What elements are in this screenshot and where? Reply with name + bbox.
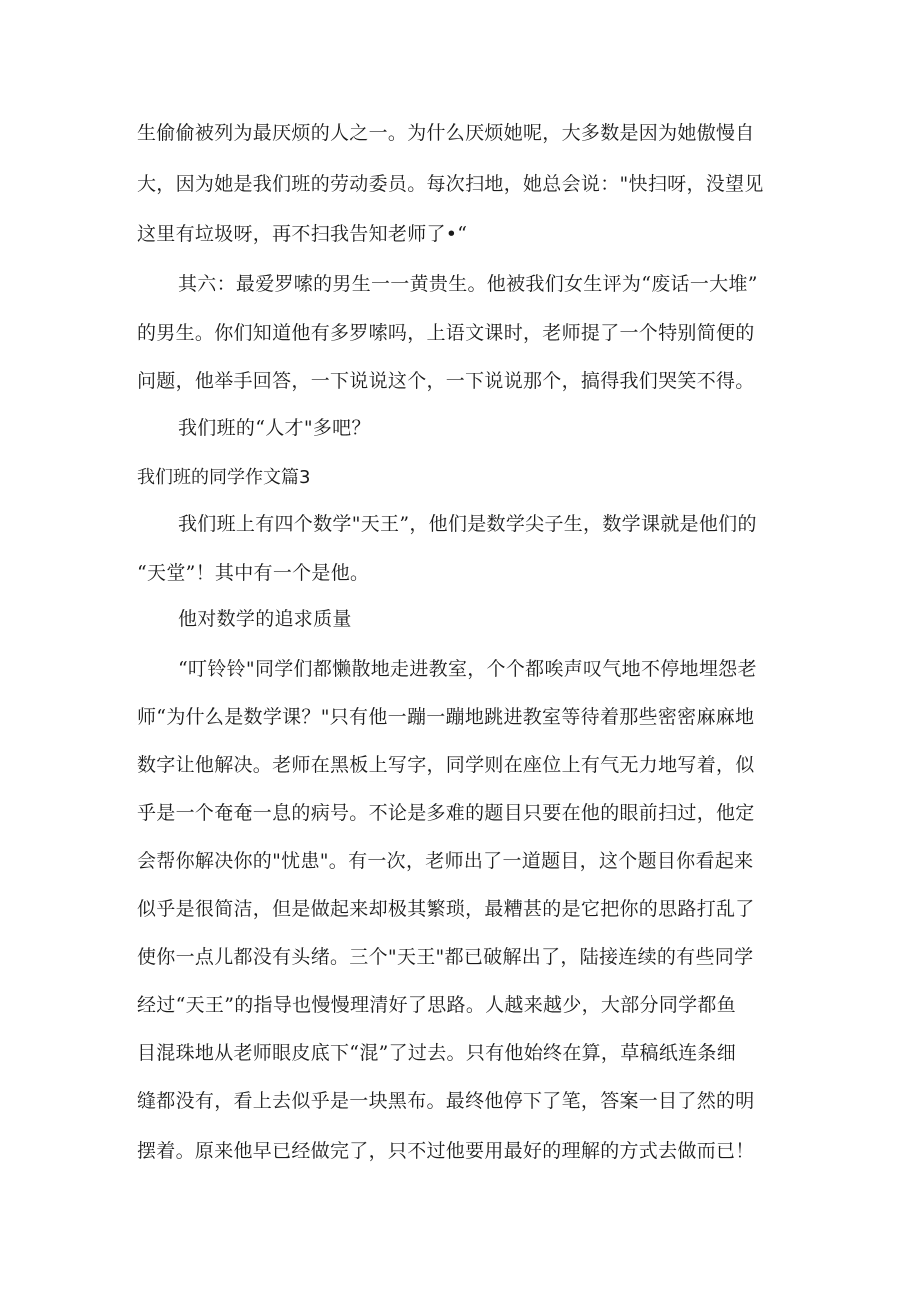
text-line: 目混珠地从老师眼皮底下“混”了过去。只有他始终在算，草稿纸连条细: [137, 1042, 737, 1064]
text-line: 会帮你解决你的"忧患"。有一次，老师出了一道题目，这个题目你看起来: [137, 850, 754, 872]
text-line: 师“为什么是数学课？"只有他一蹦一蹦地跳进教室等待着那些密密麻麻地: [137, 706, 755, 728]
text-line: 的男生。你们知道他有多罗嗦吗，上语文课时，老师提了一个特别简便的: [137, 322, 755, 344]
text-line: 经过“天王”的指导也慢慢理清好了思路。人越来越少，大部分同学都鱼: [137, 994, 737, 1016]
text-line: 这里有垃圾呀，再不扫我告知老师了•“: [137, 223, 468, 245]
text-line: 摆着。原来他早已经做完了，只不过他要用最好的理解的方式去做而已！: [137, 1140, 755, 1162]
text-line: 似乎是很简洁，但是做起来却极其繁琐，最糟甚的是它把你的思路打乱了: [137, 898, 755, 920]
text-line: 使你一点儿都没有头绪。三个"天王"都已破解出了，陆接连续的有些同学: [137, 946, 754, 968]
paragraph-start-line: 我们班的“人才"多吧？: [178, 417, 371, 439]
text-line: 缝都没有，看上去似乎是一块黑布。最终他停下了笔，答案一目了然的明: [137, 1090, 755, 1112]
paragraph-start-line: 其六：最爱罗嗦的男生一一黄贵生。他被我们女生评为“废话一大堆”: [178, 273, 758, 295]
text-line: 大，因为她是我们班的劳动委员。每次扫地，她总会说："快扫呀，没望见: [137, 173, 764, 195]
paragraph-start-line: 我们班上有四个数学"天王”，他们是数学尖子生，数学课就是他们的: [178, 513, 757, 535]
paragraph-start-line: 他对数学的追求质量: [178, 608, 352, 630]
paragraph-start-line: “叮铃铃"同学们都懒散地走进教室，个个都唉声叹气地不停地埋怨老: [178, 658, 757, 680]
text-line: 数字让他解决。老师在黑板上写字，同学则在座位上有气无力地写着，似: [137, 754, 755, 776]
text-line: “天堂”！其中有一个是他。: [137, 562, 370, 584]
text-line: 问题，他举手回答，一下说说这个，一下说说那个，搞得我们哭笑不得。: [137, 370, 755, 392]
text-line: 乎是一个奄奄一息的病号。不论是多难的题目只要在他的眼前扫过，他定: [137, 802, 755, 824]
text-line: 生偷偷被列为最厌烦的人之一。为什么厌烦她呢，大多数是因为她傲慢自: [137, 122, 755, 144]
section-heading: 我们班的同学作文篇3: [137, 467, 311, 488]
